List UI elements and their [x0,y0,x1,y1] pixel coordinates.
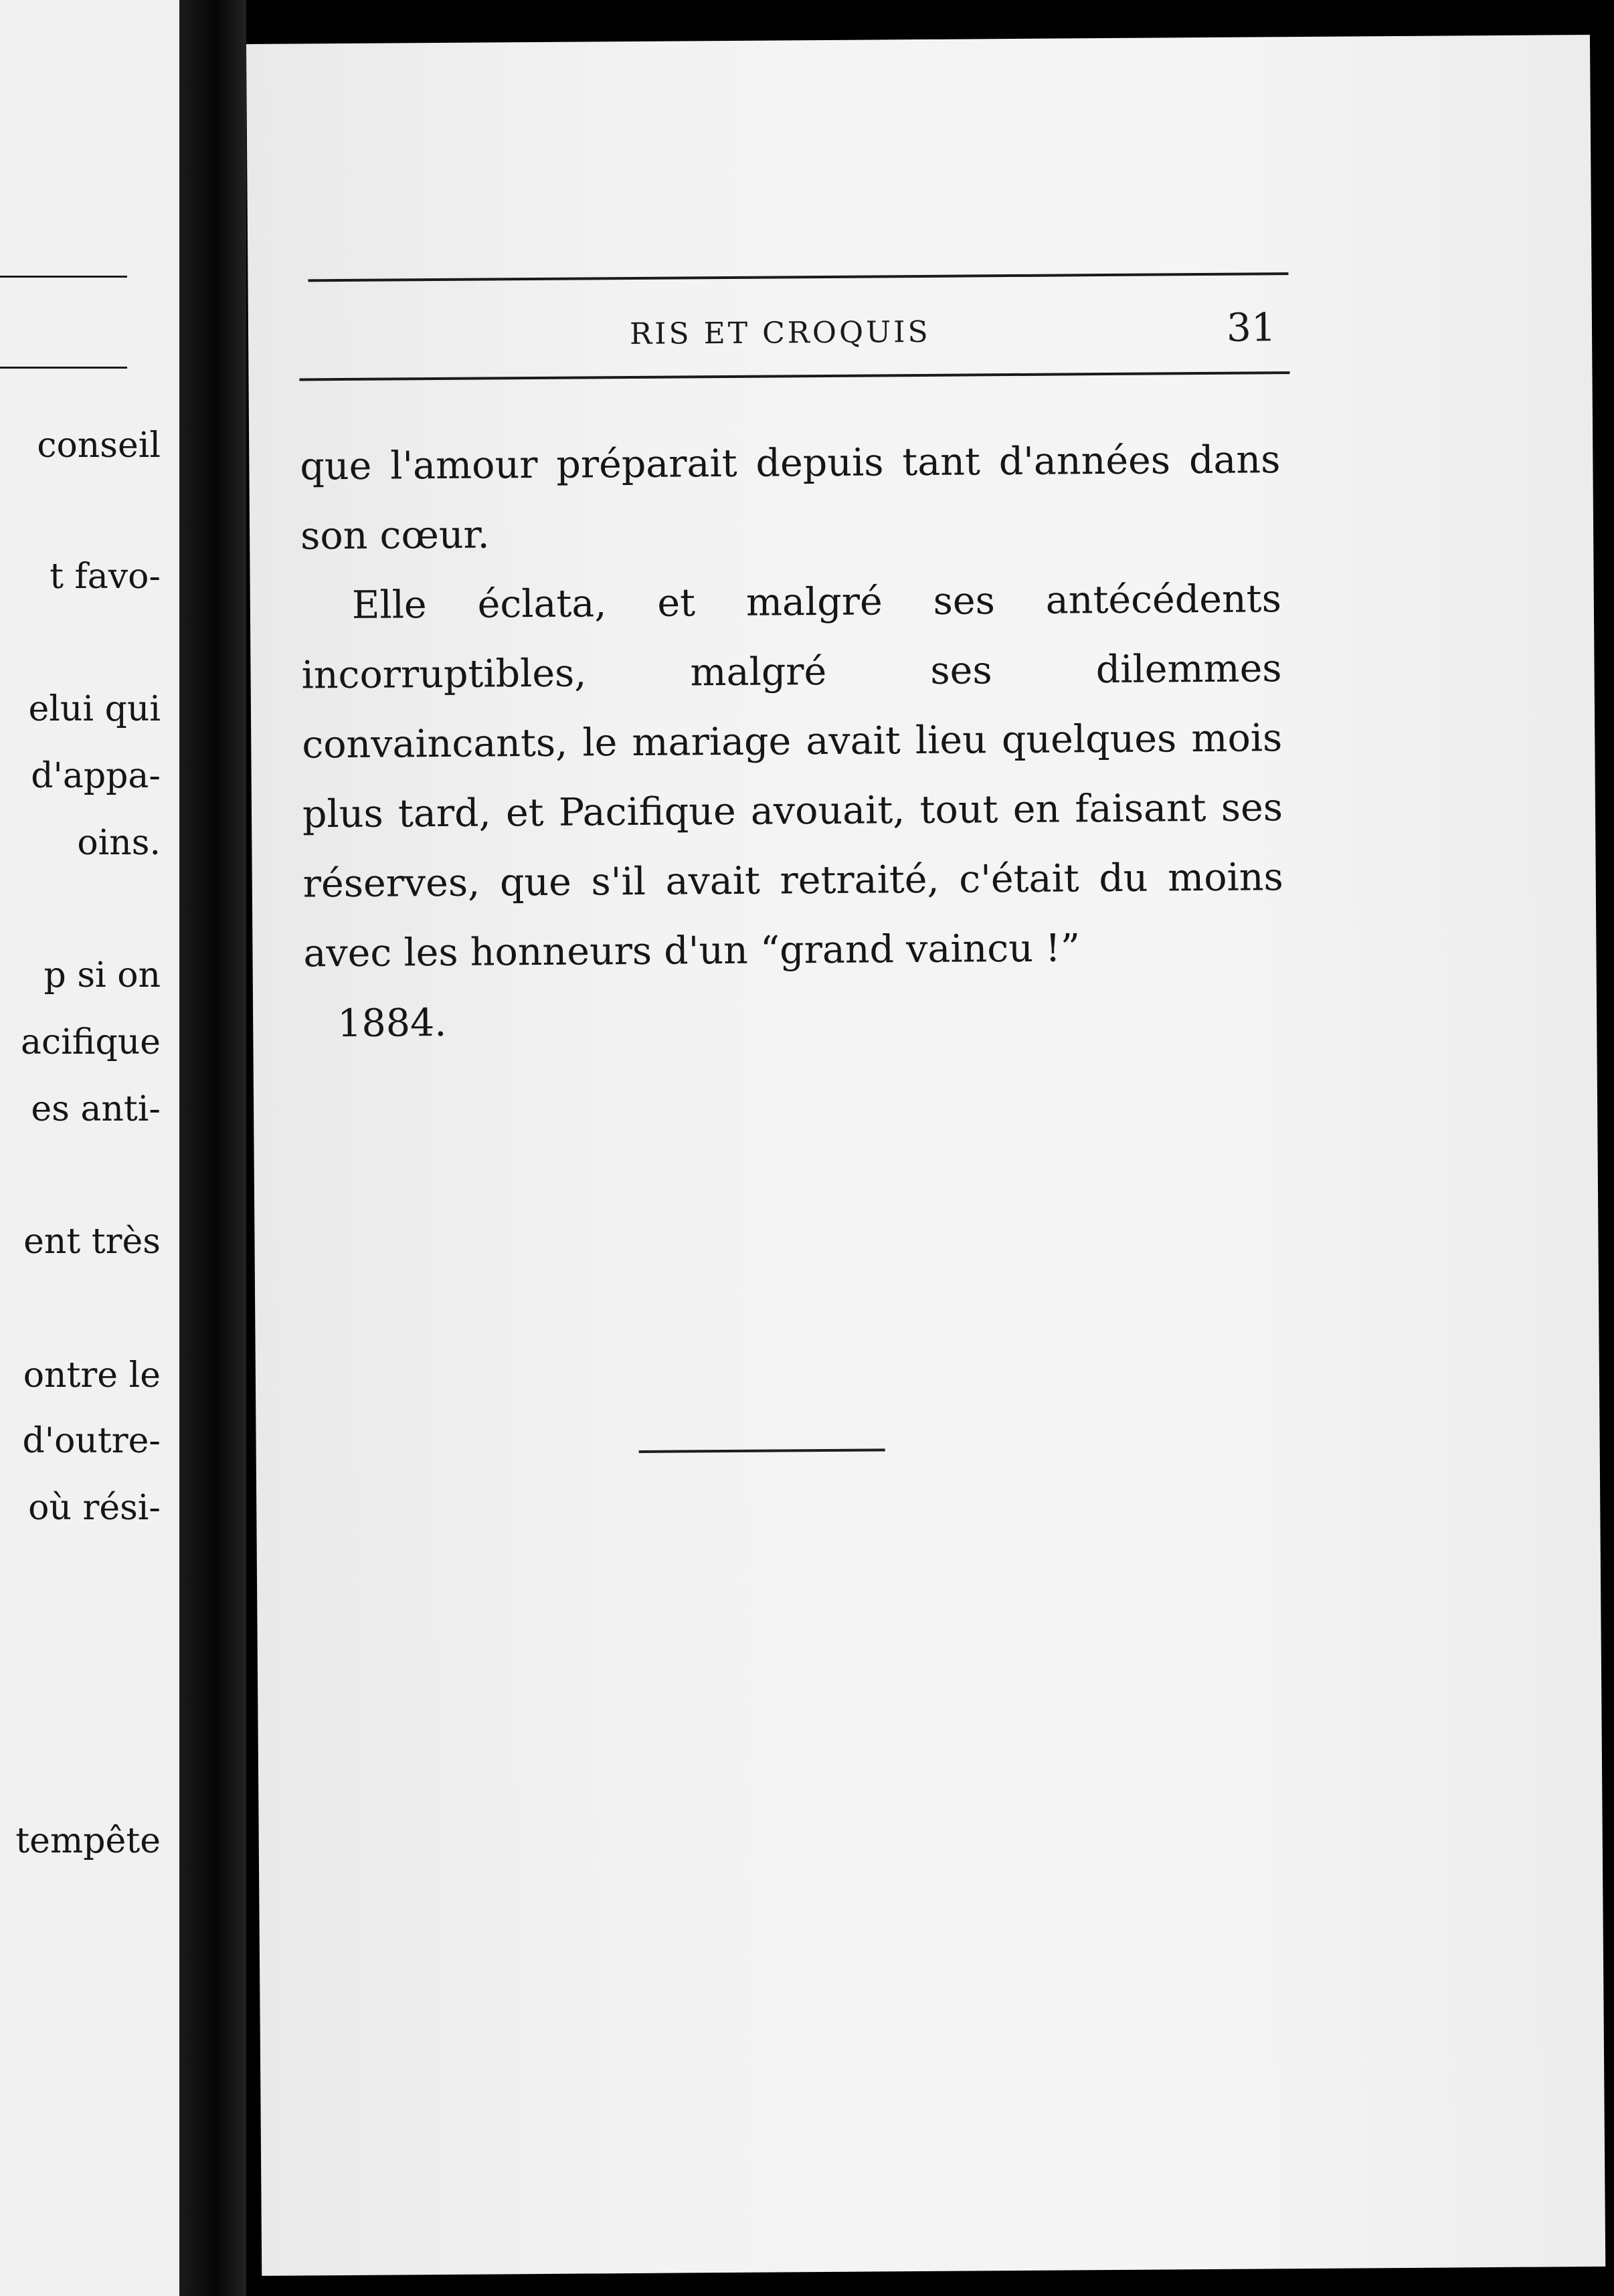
left-text-line: p si on [43,955,161,995]
left-text-line: conseil [37,425,161,466]
left-text-line: elui qui [28,689,161,729]
paragraph: Elle éclata, et malgré ses antécédents incorruptibles, malgré ses dilemmes convaincants, le mariage avait lieu quelques mois plus tard, et Pacifique avouait, tout en faisant ses réserves, que s'il avait retraité, c'était du moins avec les honneurs d'un “grand vaincu !” [301,577,1283,976]
paragraph-continuation: que l'amour préparait depuis tant d'années dans son cœur. [300,438,1281,559]
left-text-line: ent très [23,1222,161,1262]
page-31 [246,35,1605,2276]
previous-page-fragment [0,0,179,2296]
left-text-line: t favo- [50,557,161,597]
left-text-line: es anti- [31,1089,161,1129]
date-line: 1884. [337,1000,447,1046]
left-text-line: où rési- [28,1488,161,1528]
end-rule [639,1448,885,1453]
left-text-line: tempête [15,1821,161,1861]
left-text-line: acifique [21,1022,161,1062]
book-gutter [179,0,246,2296]
header-rule-top [308,272,1288,282]
left-text-line: oins. [77,823,161,863]
body-text [300,425,1284,988]
left-text-line: d'appa- [31,756,161,796]
left-text-line: d'outre- [22,1421,161,1461]
header-rule-bottom [299,371,1289,381]
left-header-rule-top [0,276,127,278]
running-title: RIS ET CROQUIS [629,314,931,352]
page-number: 31 [1226,304,1277,351]
left-text-line: ontre le [23,1355,161,1396]
left-header-rule-bottom [0,367,127,369]
